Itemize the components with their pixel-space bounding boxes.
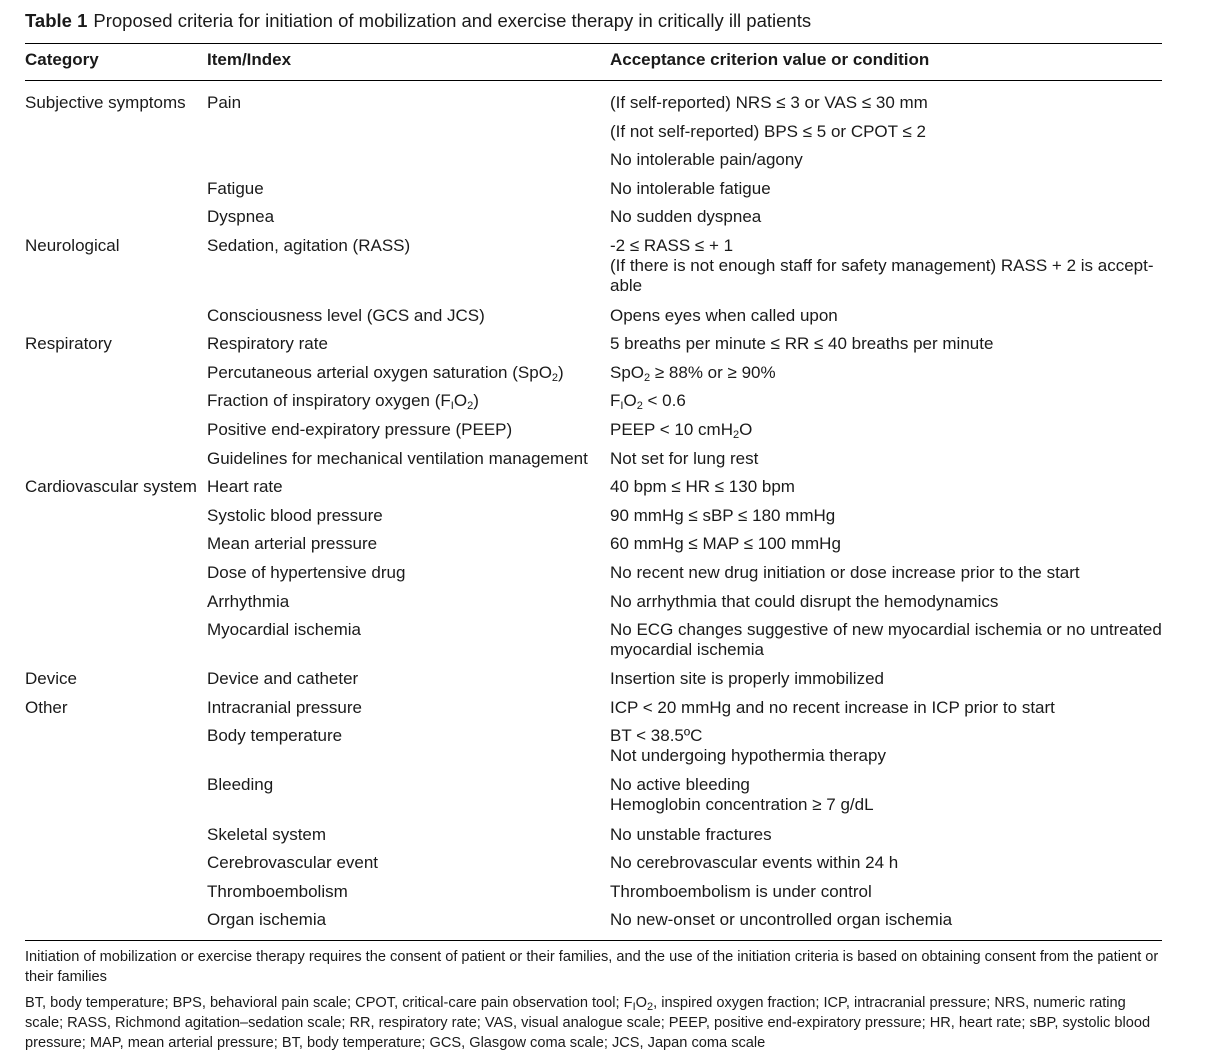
cell-item: Thromboembolism bbox=[207, 881, 348, 901]
table-row bbox=[25, 772, 1162, 821]
cell-category: Cardiovascular system bbox=[25, 477, 197, 497]
cell-item: Guidelines for mechanical ventilation management bbox=[207, 448, 588, 468]
table-row bbox=[25, 90, 1162, 119]
cell-item: Skeletal system bbox=[207, 824, 327, 844]
cell-criterion: No sudden dyspnea bbox=[610, 207, 762, 227]
table-row bbox=[25, 204, 1162, 233]
cell-criterion: No recent new drug initiation or dose increase prior to the start bbox=[610, 562, 1080, 582]
cell-criterion: BT < 38.5ºC Not undergoing hypothermia therapy bbox=[610, 726, 886, 766]
cell-category: Subjective symptoms bbox=[25, 93, 186, 112]
cell-criterion: Opens eyes when called upon bbox=[610, 305, 838, 325]
header-criterion: Acceptance criterion value or condition bbox=[610, 50, 930, 69]
header-item-index: Item/Index bbox=[207, 50, 292, 69]
table-row bbox=[25, 723, 1162, 772]
table-footnotes bbox=[25, 947, 1162, 1059]
cell-criterion: PEEP < 10 cmH$_2$O bbox=[610, 419, 753, 441]
cell-item: Consciousness level (GCS and JCS) bbox=[207, 305, 485, 325]
cell-item: Mean arterial pressure bbox=[207, 534, 378, 554]
bottom-rule bbox=[25, 940, 1162, 941]
footnote: Initiation of mobilization or exercise therapy requires the consent of patient or their families, and the use of the initiation criteria is based on obtaining consent from the patient or their families bbox=[25, 949, 1159, 985]
table-body bbox=[25, 90, 1162, 936]
cell-item: Intracranial pressure bbox=[207, 697, 362, 717]
cell-criterion: No intolerable pain/agony bbox=[610, 150, 803, 170]
cell-criterion: No intolerable fatigue bbox=[610, 178, 771, 198]
cell-category: Other bbox=[25, 697, 68, 717]
cell-criterion: $F_IO_2 < 0.6$ bbox=[610, 391, 686, 413]
cell-item: Systolic blood pressure bbox=[207, 505, 383, 525]
table-row bbox=[25, 907, 1162, 936]
cell-item: Dyspnea bbox=[207, 207, 275, 227]
cell-item: Cerebrovascular event bbox=[207, 853, 379, 873]
cell-criterion: 60 mmHg ≤ MAP ≤ 100 mmHg bbox=[610, 534, 841, 554]
cell-item: Fraction of inspiratory oxygen $(F_IO_2)$ bbox=[207, 391, 479, 413]
cell-criterion: No arrhythmia that could disrupt the hemodynamics bbox=[610, 591, 999, 611]
header-rule bbox=[25, 80, 1162, 81]
cell-criterion: Thromboembolism is under control bbox=[610, 881, 872, 901]
table-row bbox=[25, 666, 1162, 695]
cell-criterion: Insertion site is properly immobilized bbox=[610, 669, 884, 689]
cell-criterion: SpO$_2$ ≥ 88% or ≥ 90% bbox=[610, 362, 776, 384]
table-row bbox=[25, 503, 1162, 532]
cell-item: Dose of hypertensive drug bbox=[207, 562, 406, 582]
footnote: BT, body temperature; BPS, behavioral pain scale; CPOT, critical-care pain observation tool; $F_IO_2$, inspired oxygen fraction; ICP, intracranial pressure; NRS, numeric rating scale; RASS, Richmond agitation–sedation scale; RR, respiratory rate; VAS, visual analogue scale; PEEP, positive end-expiratory pressure; HR, heart rate; sBP, systolic blood pressure; MAP, mean arterial pressure; BT, body temperature; GCS, Glasgow coma scale; JCS, Japan coma scale bbox=[25, 995, 1151, 1051]
cell-criterion: No unstable fractures bbox=[610, 824, 772, 844]
table-row bbox=[25, 388, 1162, 417]
table-row bbox=[25, 589, 1162, 618]
cell-item: Bleeding bbox=[207, 775, 274, 795]
cell-item: Body temperature bbox=[207, 726, 343, 746]
table-caption-text: Proposed criteria for initiation of mobilization and exercise therapy in critically ill patients bbox=[93, 10, 812, 31]
cell-criterion: (If not self-reported) BPS ≤ 5 or CPOT ≤ 2 bbox=[610, 121, 926, 141]
table-row bbox=[25, 119, 1162, 148]
table-row bbox=[25, 360, 1162, 389]
cell-item: Device and catheter bbox=[207, 669, 359, 689]
cell-item: Heart rate bbox=[207, 477, 283, 497]
cell-item: Pain bbox=[207, 93, 242, 112]
table-row bbox=[25, 531, 1162, 560]
table-row bbox=[25, 147, 1162, 176]
cell-criterion: No cerebrovascular events within 24 h bbox=[610, 853, 899, 873]
cell-category: Respiratory bbox=[25, 334, 112, 354]
table-row bbox=[25, 446, 1162, 475]
cell-item: Organ ischemia bbox=[207, 910, 327, 930]
cell-item: Positive end-expiratory pressure (PEEP) bbox=[207, 419, 513, 439]
table-row bbox=[25, 850, 1162, 879]
cell-item: Myocardial ischemia bbox=[207, 620, 361, 640]
table-row bbox=[25, 176, 1162, 205]
table-caption-label: Table 1 bbox=[25, 10, 88, 31]
table-row bbox=[25, 617, 1162, 666]
cell-criterion: 5 breaths per minute ≤ RR ≤ 40 breaths per minute bbox=[610, 334, 994, 354]
cell-item: Sedation, agitation (RASS) bbox=[207, 235, 411, 255]
table-row bbox=[25, 474, 1162, 503]
cell-category: Device bbox=[25, 669, 77, 689]
table-caption bbox=[25, 10, 811, 32]
cell-criterion: -2 ≤ RASS ≤ + 1 (If there is not enough staff for safety management) RASS + 2 is accept- able bbox=[610, 235, 1154, 295]
table-row bbox=[25, 417, 1162, 446]
table-row bbox=[25, 695, 1162, 724]
cell-criterion: 90 mmHg ≤ sBP ≤ 180 mmHg bbox=[610, 505, 836, 525]
header-category: Category bbox=[25, 50, 99, 69]
table-row bbox=[25, 303, 1162, 332]
cell-item: Fatigue bbox=[207, 178, 264, 198]
table-row bbox=[25, 560, 1162, 589]
cell-criterion: 40 bpm ≤ HR ≤ 130 bpm bbox=[610, 477, 795, 497]
cell-item: Arrhythmia bbox=[207, 591, 290, 611]
cell-criterion: ICP < 20 mmHg and no recent increase in ICP prior to start bbox=[610, 697, 1055, 717]
table-row bbox=[25, 879, 1162, 908]
cell-criterion: No new-onset or uncontrolled organ ischemia bbox=[610, 910, 953, 930]
cell-item: Percutaneous arterial oxygen saturation (SpO$_2$) bbox=[207, 362, 564, 384]
table-row bbox=[25, 822, 1162, 851]
cell-category: Neurological bbox=[25, 235, 120, 255]
table-row bbox=[25, 331, 1162, 360]
table-row bbox=[25, 233, 1162, 303]
cell-criterion: (If self-reported) NRS ≤ 3 or VAS ≤ 30 mm bbox=[610, 93, 928, 112]
top-rule bbox=[25, 43, 1162, 44]
cell-criterion: No active bleeding Hemoglobin concentration ≥ 7 g/dL bbox=[610, 775, 874, 815]
cell-item: Respiratory rate bbox=[207, 334, 328, 354]
cell-criterion: No ECG changes suggestive of new myocardial ischemia or no untreated myocardial ischemia bbox=[610, 620, 1162, 660]
cell-criterion: Not set for lung rest bbox=[610, 448, 759, 468]
